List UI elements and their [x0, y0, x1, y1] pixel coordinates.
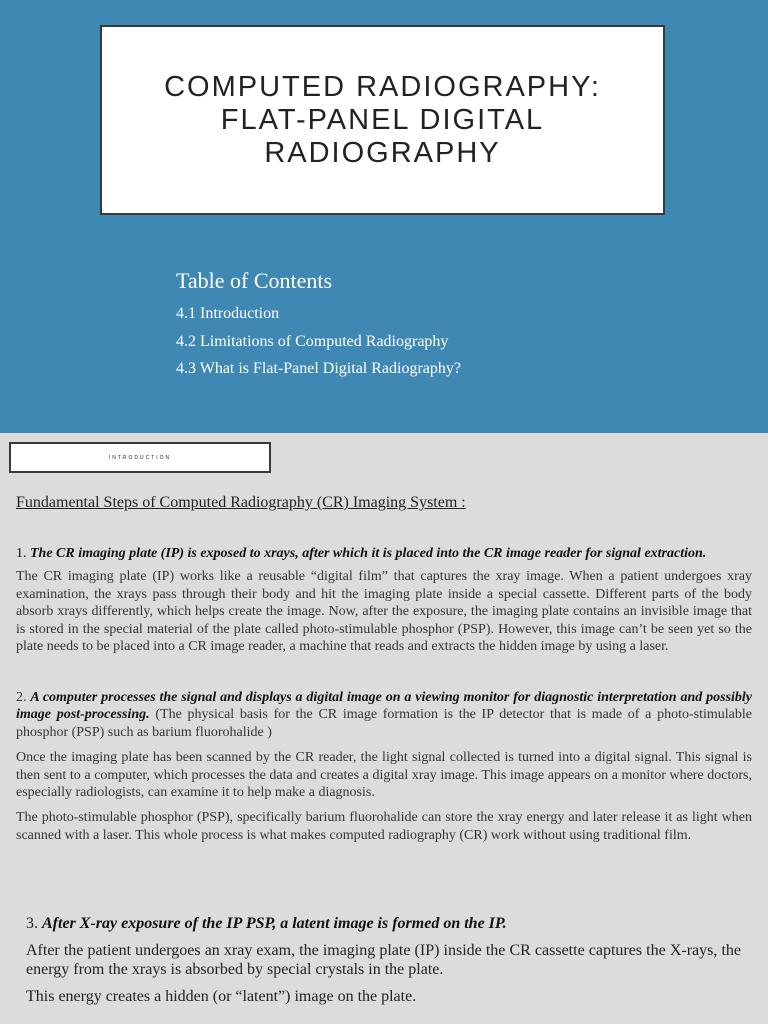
- step-3-title: After X-ray exposure of the IP PSP, a latent image is formed on the IP.: [42, 915, 507, 932]
- table-of-contents: [176, 268, 461, 383]
- title-section: [0, 0, 768, 433]
- step-2-heading: [16, 689, 752, 741]
- step-3-heading: [26, 914, 741, 933]
- step-1-heading: [16, 545, 752, 562]
- step-2-paragraph-1: Once the imaging plate has been scanned by the CR reader, the light signal collected is turned into a digital signal. This signal is then sent to a computer, which processes the data and creates a digital xray image. This image appears on a monitor where doctors, especially radiologists, can examine it to help make a diagnosis.: [16, 750, 752, 801]
- toc-heading: Table of Contents: [176, 268, 333, 293]
- step-2-title-suffix: (The physical basis for the CR image formation is the IP detector that is made of a photo-stimulable phosphor (PSP) such as barium fluorohalide ): [16, 707, 752, 740]
- step-3-number: 3.: [26, 915, 42, 932]
- introduction-label-box: [9, 442, 271, 473]
- introduction-label: INTRODUCTION: [108, 454, 172, 461]
- toc-item-flat-panel[interactable]: 4.3 What is Flat-Panel Digital Radiography?: [176, 360, 461, 377]
- introduction-section: [0, 433, 768, 1024]
- page-title: COMPUTED RADIOGRAPHY: FLAT-PANEL DIGITAL RADIOGRAPHY: [164, 70, 601, 169]
- toc-item-limitations[interactable]: 4.2 Limitations of Computed Radiography: [176, 332, 449, 350]
- step-3: [26, 914, 741, 1006]
- title-box: [100, 25, 665, 215]
- toc-item-introduction[interactable]: 4.1 Introduction: [176, 305, 280, 322]
- step-1: [16, 545, 752, 655]
- step-3-paragraph-1: After the patient undergoes an xray exam, the imaging plate (IP) inside the CR cassette captures the X-rays, the energy from the xrays is absorbed by special crystals in the plate.: [26, 942, 741, 978]
- section-heading: Fundamental Steps of Computed Radiography (CR) Imaging System :: [16, 494, 466, 511]
- step-1-body: The CR imaging plate (IP) works like a reusable “digital film” that captures the xray image. When a patient undergoes xray examination, the xrays pass through their body and hit the imaging plate inside a special cassette. Different parts of the body absorb xrays differently, which helps create the image. Now, after the exposure, the imaging plate contains an invisible image that is stored in the special material of the plate called photo-stimulable phosphor (PSP). However, this image can’t be seen yet so the plate needs to be placed into a CR image reader, a machine that reads and extracts the hidden image by using a laser.: [16, 569, 752, 655]
- step-2: [16, 689, 752, 844]
- step-2-number: 2.: [16, 690, 31, 705]
- step-2-paragraph-2: The photo-stimulable phosphor (PSP), specifically barium fluorohalide can store the xray energy and later release it as light when scanned with a laser. This whole process is what makes computed radiography (CR) work without using traditional film.: [16, 810, 752, 843]
- step-2-title: A computer processes the signal and displays a digital image on a viewing monitor for diagnostic interpretation and possibly image post-processing.: [16, 690, 753, 723]
- step-1-title: The CR imaging plate (IP) is exposed to xrays, after which it is placed into the CR image reader for signal extraction.: [30, 546, 707, 561]
- step-3-paragraph-2: This energy creates a hidden (or “latent”) image on the plate.: [26, 988, 417, 1005]
- step-1-number: 1.: [16, 546, 30, 561]
